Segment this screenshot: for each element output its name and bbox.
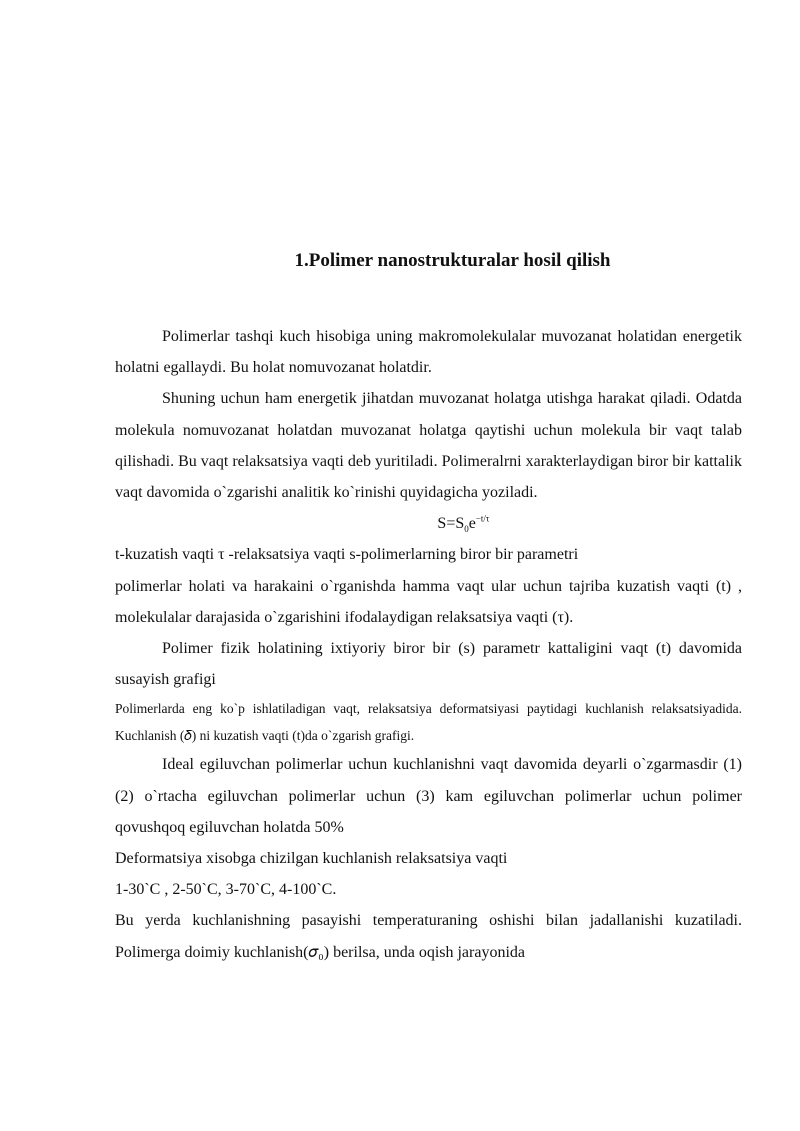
paragraph-4: polimerlar holati va harakaini o`rganishda hamma vaqt ular uchun tajriba kuzatish vaqti (t) , molekulalar darajasida o`zgarishini ifodalaydigan relaksatsiya vaqti (τ). — [115, 577, 742, 626]
paragraph-10: Bu yerda kuchlanishning pasayishi temperaturaning oshishi bilan jadallanishi kuzatiladi. Polimerga doimiy kuchlanish(𝜎₀) berilsa, unda oqish jarayonida — [115, 912, 742, 961]
formula-subscript: 0 — [464, 524, 469, 535]
body-text — [115, 321, 742, 968]
section-title: 1.Polimer nanostrukturalar hosil qilish — [294, 250, 611, 271]
paragraph-7: Ideal egiluvchan polimerlar uchun kuchlanishni vaqt davomida deyarli o`zgarmasdir (1) (2) o`rtacha egiluvchan polimerlar uchun (3) kam egiluvchan polimerlar uchun polimer qovushqoq egiluvchan holatda 50% — [115, 756, 742, 836]
paragraph-2: Shuning uchun ham energetik jihatdan muvozanat holatga utishga harakat qiladi. Odatda molekula nomuvozanat holatdan muvozanat holatga qaytishi uchun molekula bir vaqt talab qilishadi. Bu vaqt relaksatsiya vaqti deb yuritiladi. Polimeralrni xarakterlaydigan biror bir kattalik vaqt davomida o`zgarishi analitik ko`rinishi quyidagicha yoziladi. — [115, 390, 742, 502]
formula-base: e — [468, 515, 476, 533]
paragraph-8: Deformatsiya xisobga chizilgan kuchlanish relaksatsiya vaqti — [115, 850, 508, 868]
formula-lhs: S=S — [437, 515, 465, 533]
paragraph-5: Polimer fizik holatining ixtiyoriy biror bir (s) parametr kattaligini vaqt (t) davomida susayish grafigi — [115, 640, 742, 689]
paragraph-3: t-kuzatish vaqti τ -relaksatsiya vaqti s-polimerlarning biror bir parametri — [115, 546, 579, 564]
paragraph-9: 1-30`C , 2-50`C, 3-70`C, 4-100`C. — [115, 881, 337, 899]
paragraph-6-caption: Polimerlarda eng ko`p ishlatiladigan vaqt, relaksatsiya deformatsiyasi paytidagi kuchlanish relaksatsiyadida. Kuchlanish (𝛿) ni kuzatish vaqti (t)da o`zgarish grafigi. — [115, 701, 742, 744]
relaxation-formula — [115, 508, 742, 539]
paragraph-1: Polimerlar tashqi kuch hisobiga uning makromolekulalar muvozanat holatidan energetik holatni egallaydi. Bu holat nomuvozanat holatdir. — [115, 328, 742, 377]
formula-exponent: −t/τ — [475, 513, 490, 524]
